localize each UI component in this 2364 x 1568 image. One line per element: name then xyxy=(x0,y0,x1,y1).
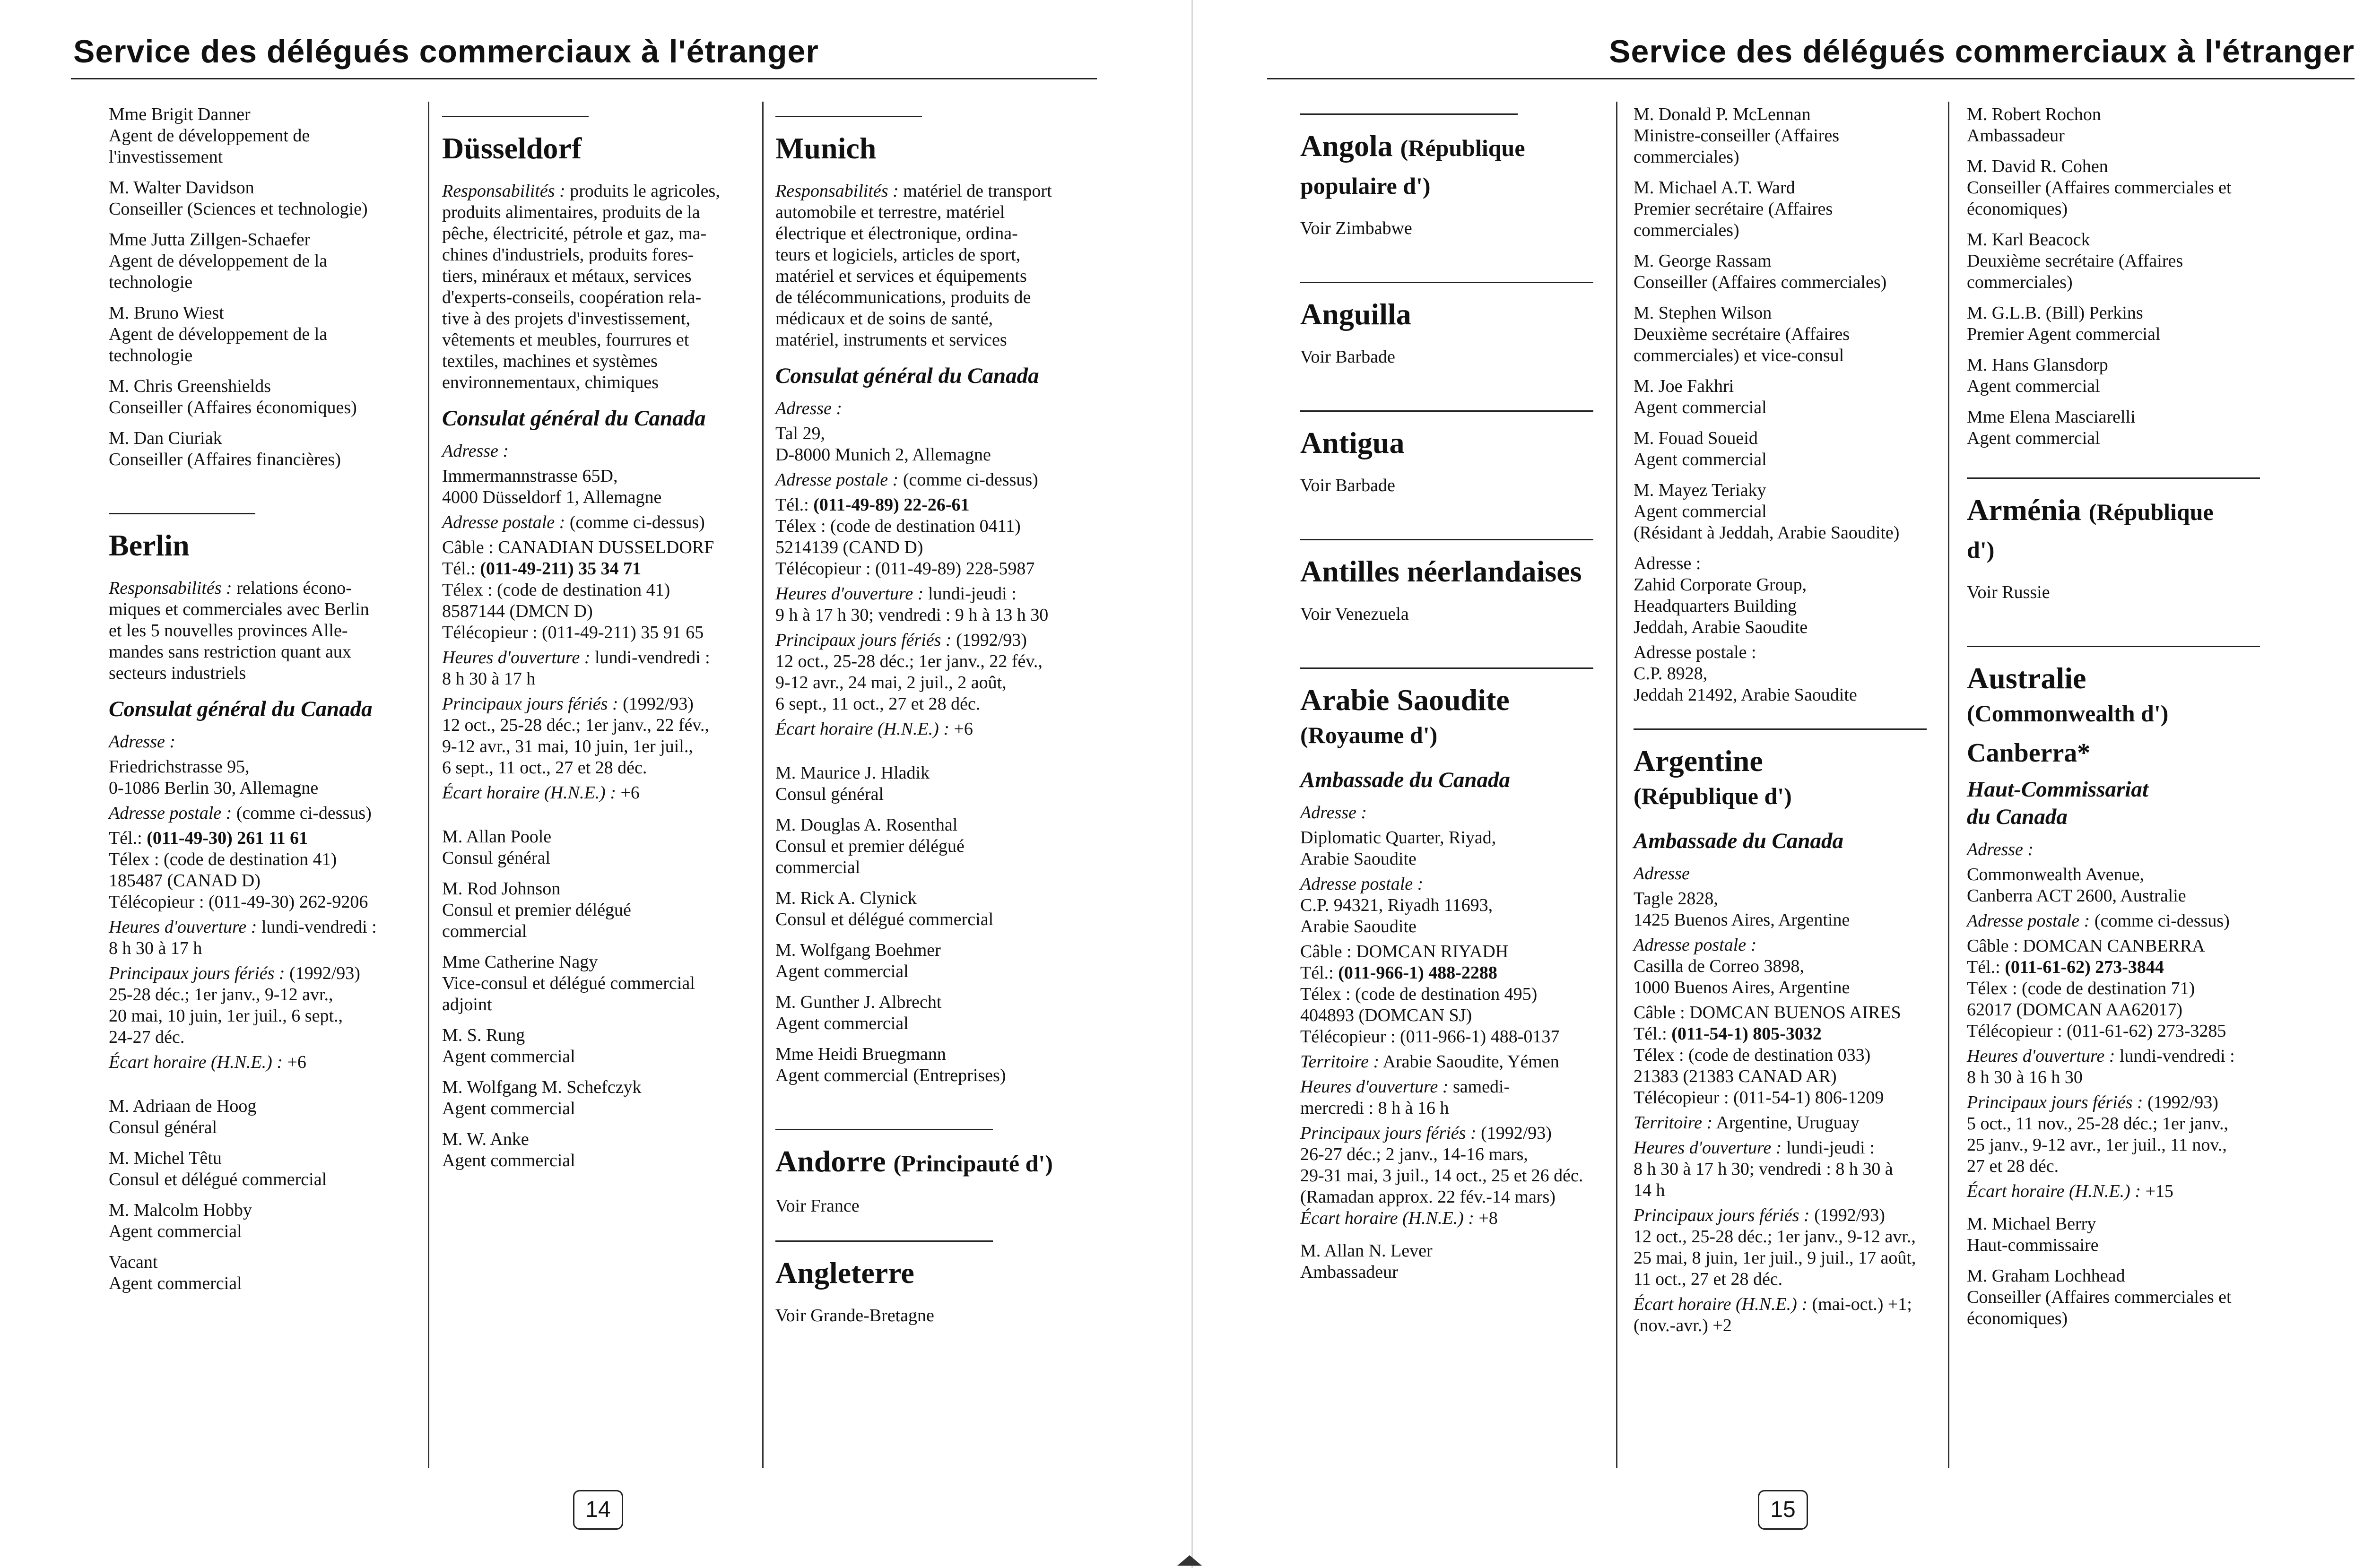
haut-commissariat-heading: Haut-Commissariat du Canada xyxy=(1967,777,2148,829)
see-also: Voir Grande-Bretagne xyxy=(775,1306,934,1325)
telex: 404893 (DOMCAN SJ) xyxy=(1300,1005,1472,1025)
opening-hours: Heures d'ouverture : lundi-vendredi : xyxy=(442,648,710,667)
consulat-heading: Consulat général du Canada xyxy=(775,364,1039,388)
person-entry: M. Graham Lochhead Conseiller (Affaires commerciales et économiques) xyxy=(1967,1266,2232,1328)
holidays: 12 oct., 25-28 déc.; 1er janv., 22 fév., xyxy=(442,715,709,735)
section-rule xyxy=(1300,410,1593,412)
cable: Câble : DOMCAN CANBERRA xyxy=(1967,936,2205,956)
person-entry: M. Maurice J. Hladik Consul général xyxy=(775,763,930,804)
postal-address: Adresse postale : (comme ci-dessus) xyxy=(1967,911,2230,931)
consulat-heading: Consulat général du Canada xyxy=(109,697,373,721)
left-col-1 xyxy=(109,104,411,1475)
opening-hours: mercredi : 8 h à 16 h xyxy=(1300,1098,1449,1118)
telex: Télex : (code de destination 41) xyxy=(109,849,337,869)
postal-address: Adresse postale : (comme ci-dessus) xyxy=(775,470,1038,490)
fax: Télécopieur : (011-49-211) 35 91 65 xyxy=(442,623,704,642)
telex: 62017 (DOMCAN AA62017) xyxy=(1967,1000,2182,1020)
holidays: 9-12 avr., 24 mai, 2 juil., 2 août, xyxy=(775,673,1007,693)
holidays: Principaux jours fériés : (1992/93) xyxy=(1300,1123,1552,1143)
postal-line: Arabie Saoudite xyxy=(1300,917,1417,936)
fax: Télécopieur : (011-49-30) 262-9206 xyxy=(109,892,368,912)
opening-hours: 8 h 30 à 17 h xyxy=(442,669,536,689)
page-gutter xyxy=(1191,0,1193,1568)
person-entry: M. G.L.B. (Bill) Perkins Premier Agent commercial xyxy=(1967,303,2161,344)
person-title: Conseiller (Affaires économiques) xyxy=(109,398,357,417)
person-entry: M. Fouad Soueid Agent commercial xyxy=(1634,428,1767,469)
ambassade-heading: Ambassade du Canada xyxy=(1634,829,1843,853)
person-entry xyxy=(109,104,411,168)
person-entry: M. W. Anke Agent commercial xyxy=(442,1129,575,1170)
time-offset: Écart horaire (H.N.E.) : +6 xyxy=(442,783,640,803)
postal-address: Adresse postale : (comme ci-dessus) xyxy=(442,512,705,532)
telex: Télex : (code de destination 0411) xyxy=(775,516,1021,536)
telex: Télex : (code de destination 41) xyxy=(442,580,670,600)
holidays: 25 mai, 8 juin, 1er juil., 9 juil., 17 août, xyxy=(1634,1248,1916,1268)
header-rule xyxy=(71,78,1097,79)
phone: Tél.: (011-49-30) 261 11 61 xyxy=(109,828,308,848)
person-title: Conseiller (Sciences et technologie) xyxy=(109,199,368,219)
opening-hours: Heures d'ouverture : lundi-jeudi : xyxy=(775,584,1017,604)
address-line: Tagle 2828, xyxy=(1634,889,1718,909)
fax: Télécopieur : (011-54-1) 806-1209 xyxy=(1634,1088,1884,1108)
cable: Câble : CANADIAN DUSSELDORF xyxy=(442,537,714,557)
address-line: Jeddah, Arabie Saoudite xyxy=(1634,617,1808,637)
address-line: 1425 Buenos Aires, Argentine xyxy=(1634,910,1850,930)
opening-hours: Heures d'ouverture : lundi-vendredi : xyxy=(1967,1046,2235,1066)
section-title-andorre: Andorre (Principauté d') xyxy=(775,1144,1053,1178)
person-entry: M. Adriaan de Hoog Consul général xyxy=(109,1096,257,1137)
address-label: Adresse : xyxy=(442,441,509,461)
section-title-arabie: Arabie Saoudite (Royaume d') xyxy=(1300,683,1510,748)
person-entry: M. Stephen Wilson Deuxième secrétaire (Affaires commerciales) et vice-consul xyxy=(1634,303,1850,365)
cable: Câble : DOMCAN RIYADH xyxy=(1300,942,1509,962)
holidays: 26-27 déc.; 2 janv., 14-16 mars, xyxy=(1300,1144,1528,1164)
person-title: Conseiller (Affaires financières) xyxy=(109,450,341,469)
section-rule xyxy=(1300,667,1593,669)
section-title-munich: Munich xyxy=(775,131,877,165)
section-title-dusseldorf: Düsseldorf xyxy=(442,131,582,165)
opening-hours: 9 h à 17 h 30; vendredi : 9 h à 13 h 30 xyxy=(775,605,1049,625)
section-rule xyxy=(1634,728,1927,730)
address-line: D-8000 Munich 2, Allemagne xyxy=(775,445,991,465)
telex: 8587144 (DMCN D) xyxy=(442,601,593,621)
person-entry xyxy=(109,303,411,366)
person-entry: M. Wolfgang M. Schefczyk Agent commercial xyxy=(442,1077,642,1118)
people-list xyxy=(109,104,411,470)
person-entry: M. Wolfgang Boehmer Agent commercial xyxy=(775,940,941,981)
fax: Télécopieur : (011-966-1) 488-0137 xyxy=(1300,1027,1560,1047)
address-line: Friedrichstrasse 95, xyxy=(109,757,250,777)
person-entry: M. Rick A. Clynick Consul et délégué commercial xyxy=(775,888,994,929)
person-entry: M. Rod Johnson Consul et premier délégué commercial xyxy=(442,879,631,941)
left-col-2 xyxy=(442,116,754,1487)
section-title-anguilla: Anguilla xyxy=(1300,297,1411,331)
section-title-berlin: Berlin xyxy=(109,528,190,562)
person-entry: M. Donald P. McLennan Ministre-conseiller (Affaires commerciales) xyxy=(1634,104,1840,167)
person-name: M. Walter Davidson xyxy=(109,178,254,198)
address-line: 4000 Düsseldorf 1, Allemagne xyxy=(442,487,662,507)
territory: Territoire : Arabie Saoudite, Yémen xyxy=(1300,1052,1559,1072)
person-entry: M. Gunther J. Albrecht Agent commercial xyxy=(775,992,942,1033)
see-also: Voir Barbade xyxy=(1300,476,1395,495)
person-entry: Vacant Agent commercial xyxy=(109,1252,242,1293)
holidays: Principaux jours fériés : (1992/93) xyxy=(442,694,694,714)
address-label: Adresse : xyxy=(1634,554,1701,573)
postal-line: 1000 Buenos Aires, Argentine xyxy=(1634,978,1850,997)
territory: Territoire : Argentine, Uruguay xyxy=(1634,1113,1860,1133)
section-rule xyxy=(775,1129,993,1130)
person-entry: M. Hans Glansdorp Agent commercial xyxy=(1967,355,2108,396)
person-entry xyxy=(109,376,411,418)
see-also: Voir Russie xyxy=(1967,582,2050,602)
phone: Tél.: (011-966-1) 488-2288 xyxy=(1300,963,1497,983)
opening-hours: 14 h xyxy=(1634,1180,1665,1200)
opening-hours: 8 h 30 à 17 h xyxy=(109,938,202,958)
telex: Télex : (code de destination 495) xyxy=(1300,984,1538,1004)
opening-hours: 8 h 30 à 16 h 30 xyxy=(1967,1067,2083,1087)
postal-label: Adresse postale : xyxy=(1634,642,1756,662)
see-also: Voir Venezuela xyxy=(1300,604,1409,624)
address-label: Adresse : xyxy=(1300,803,1367,823)
section-rule xyxy=(1967,477,2260,479)
address-line: Commonwealth Avenue, xyxy=(1967,865,2145,884)
holidays: Principaux jours fériés : (1992/93) xyxy=(775,630,1027,650)
phone: Tél.: (011-49-211) 35 34 71 xyxy=(442,559,642,579)
person-entry xyxy=(109,428,411,470)
address-line: Canberra ACT 2600, Australie xyxy=(1967,886,2186,906)
person-entry xyxy=(109,177,411,220)
person-title: technologie xyxy=(109,272,193,292)
section-title-antigua: Antigua xyxy=(1300,426,1405,459)
see-also: Voir Zimbabwe xyxy=(1300,218,1412,238)
phone: Tél.: (011-49-89) 22-26-61 xyxy=(775,495,970,515)
fold-arrow-icon xyxy=(1177,1555,1202,1566)
section-rule xyxy=(109,513,255,514)
time-offset: Écart horaire (H.N.E.) : (mai-oct.) +1; xyxy=(1634,1294,1912,1314)
person-name: Mme Brigit Danner xyxy=(109,104,251,124)
holidays: 25-28 déc.; 1er janv., 9-12 avr., xyxy=(109,985,333,1005)
time-offset: Écart horaire (H.N.E.) : +6 xyxy=(109,1052,306,1072)
postal-line: C.P. 8928, xyxy=(1634,664,1708,684)
opening-hours: Heures d'ouverture : samedi- xyxy=(1300,1077,1510,1097)
page-header: Service des délégués commerciaux à l'étranger xyxy=(1609,34,2355,69)
section-title-argentine: Argentine (République d') xyxy=(1634,744,1792,809)
column-divider xyxy=(1948,102,1949,1468)
opening-hours: Heures d'ouverture : lundi-jeudi : xyxy=(1634,1138,1875,1158)
header-rule xyxy=(1267,78,2355,79)
person-entry: M. Malcolm Hobby Agent commercial xyxy=(109,1200,252,1241)
section-rule xyxy=(1300,282,1593,283)
person-entry: M. Michael A.T. Ward Premier secrétaire (Affaires commerciales) xyxy=(1634,178,1833,240)
column-divider xyxy=(428,102,429,1468)
person-entry: M. Allan N. Lever Ambassadeur xyxy=(1300,1241,1433,1282)
page-number: 14 xyxy=(573,1490,623,1530)
section-rule xyxy=(1967,646,2260,647)
time-offset: (nov.-avr.) +2 xyxy=(1634,1316,1732,1335)
address-line: Tal 29, xyxy=(775,424,825,443)
section-rule xyxy=(442,116,589,117)
person-entry xyxy=(109,229,411,293)
section-rule xyxy=(1300,539,1593,540)
person-entry: M. Joe Fakhri Agent commercial xyxy=(1634,376,1767,417)
holidays: 5 oct., 11 nov., 25-28 déc.; 1er janv., xyxy=(1967,1114,2228,1134)
address-line: Zahid Corporate Group, xyxy=(1634,575,1807,595)
right-col-3 xyxy=(1967,104,2288,1475)
holidays: 9-12 avr., 31 mai, 10 juin, 1er juil., xyxy=(442,736,693,756)
person-title: Agent de développement de la xyxy=(109,251,328,271)
right-col-2 xyxy=(1634,104,1941,1475)
person-title: Agent de développement de la xyxy=(109,324,328,344)
column-divider xyxy=(1616,102,1617,1468)
phone: Tél.: (011-61-62) 273-3844 xyxy=(1967,957,2164,977)
time-offset: Écart horaire (H.N.E.) : +8 xyxy=(1300,1208,1498,1228)
address-line: Diplomatic Quarter, Riyad, xyxy=(1300,828,1496,848)
person-name: M. Chris Greenshields xyxy=(109,376,271,396)
postal-line: Casilla de Correo 3898, xyxy=(1634,956,1804,976)
consulat-heading: Consulat général du Canada xyxy=(442,406,706,431)
berlin-responsibilities: Responsabilités : relations écono- miques et commerciales avec Berlin et les 5 nouvelles provinces Alle- mandes sans restriction quant aux secteurs industriels xyxy=(109,578,369,683)
person-entry: M. S. Rung Agent commercial xyxy=(442,1025,575,1066)
holidays: 29-31 mai, 3 juil., 14 oct., 25 et 26 déc. xyxy=(1300,1166,1583,1186)
person-entry: Mme Heidi Bruegmann Agent commercial (Entreprises) xyxy=(775,1044,1006,1085)
section-rule xyxy=(1300,113,1518,115)
holidays: 6 sept., 11 oct., 27 et 28 déc. xyxy=(442,758,647,778)
opening-hours: 8 h 30 à 17 h 30; vendredi : 8 h 30 à xyxy=(1634,1159,1893,1179)
holidays: 12 oct., 25-28 déc.; 1er janv., 22 fév., xyxy=(775,651,1043,671)
see-also: Voir France xyxy=(775,1196,860,1216)
person-entry: M. Douglas A. Rosenthal Consul et premier délégué commercial xyxy=(775,815,965,877)
holidays: 27 et 28 déc. xyxy=(1967,1156,2059,1176)
address-label: Adresse : xyxy=(775,398,843,418)
telex: 5214139 (CAND D) xyxy=(775,537,923,557)
person-entry: M. Mayez Teriaky Agent commercial (Résidant à Jeddah, Arabie Saoudite) xyxy=(1634,480,1900,543)
address-label: Adresse xyxy=(1634,864,1690,884)
page-header: Service des délégués commerciaux à l'étranger xyxy=(73,34,819,69)
opening-hours: Heures d'ouverture : lundi-vendredi : xyxy=(109,917,377,937)
holidays: 24-27 déc. xyxy=(109,1027,185,1047)
section-rule xyxy=(775,1240,993,1242)
ambassade-heading: Ambassade du Canada xyxy=(1300,768,1510,792)
person-name: M. Bruno Wiest xyxy=(109,303,224,323)
address-line: Headquarters Building xyxy=(1634,596,1797,616)
person-entry: M. Karl Beacock Deuxième secrétaire (Affaires commerciales) xyxy=(1967,230,2183,292)
right-col-1 xyxy=(1300,113,1608,1484)
holidays: Principaux jours fériés : (1992/93) xyxy=(1634,1205,1885,1225)
person-entry: Mme Elena Masciarelli Agent commercial xyxy=(1967,407,2136,448)
phone: Tél.: (011-54-1) 805-3032 xyxy=(1634,1024,1822,1044)
postal-label: Adresse postale : xyxy=(1300,874,1424,894)
address-label: Adresse : xyxy=(1967,840,2034,859)
page-number: 15 xyxy=(1758,1490,1808,1530)
person-entry: M. George Rassam Conseiller (Affaires commerciales) xyxy=(1634,251,1887,292)
person-title: technologie xyxy=(109,346,193,365)
postal-label: Adresse postale : xyxy=(1634,935,1757,955)
address-line: Immermannstrasse 65D, xyxy=(442,466,618,486)
section-title-australie: Australie (Commonwealth d') xyxy=(1967,661,2169,727)
time-offset: Écart horaire (H.N.E.) : +6 xyxy=(775,719,973,739)
fax: Télécopieur : (011-61-62) 273-3285 xyxy=(1967,1021,2226,1041)
person-entry: M. Robert Rochon Ambassadeur xyxy=(1967,104,2101,146)
person-title: l'investissement xyxy=(109,147,223,167)
section-title-armenie: Arménia (République d') xyxy=(1967,493,2214,563)
person-name: M. Dan Ciuriak xyxy=(109,428,222,448)
cable: Câble : DOMCAN BUENOS AIRES xyxy=(1634,1003,1901,1022)
telex: 185487 (CANAD D) xyxy=(109,871,261,891)
city-canberra: Canberra* xyxy=(1967,738,2091,768)
section-title-angola: Angola (République populaire d') xyxy=(1300,129,1525,199)
address-line: 0-1086 Berlin 30, Allemagne xyxy=(109,778,319,798)
holidays: 20 mai, 10 juin, 1er juil., 6 sept., xyxy=(109,1006,343,1026)
person-entry: Mme Catherine Nagy Vice-consul et délégué commercial adjoint xyxy=(442,952,695,1014)
person-entry: M. David R. Cohen Conseiller (Affaires commerciales et économiques) xyxy=(1967,156,2232,219)
page-15 xyxy=(1201,0,2364,1568)
holidays: 11 oct., 27 et 28 déc. xyxy=(1634,1269,1783,1289)
telex: 21383 (21383 CANAD AR) xyxy=(1634,1066,1837,1086)
holidays: 25 janv., 9-12 avr., 1er juil., 11 nov., xyxy=(1967,1135,2227,1155)
left-col-3 xyxy=(775,116,1087,1487)
person-name: Mme Jutta Zillgen-Schaefer xyxy=(109,230,311,250)
postal-address: Adresse postale : (comme ci-dessus) xyxy=(109,803,372,823)
person-entry: M. Allan Poole Consul général xyxy=(442,827,552,868)
telex: Télex : (code de destination 71) xyxy=(1967,979,2195,998)
dusseldorf-responsibilities: Responsabilités : produits le agricoles, produits alimentaires, produits de la pêche, électricité, pétrole et gaz, ma- chines d'industriels, produits fores- tiers, minéraux et métaux, services d'experts-conseils, coopération rela- tive à des projets d'investissement, vêtements et meubles, fourrures et textiles, machines et systèmes environnementaux, chimiques xyxy=(442,181,720,392)
section-title-angleterre: Angleterre xyxy=(775,1256,914,1290)
person-entry: M. Michel Têtu Consul et délégué commercial xyxy=(109,1148,327,1189)
holidays: Principaux jours fériés : (1992/93) xyxy=(109,963,360,983)
person-title: Agent de développement de xyxy=(109,126,310,146)
holidays: 6 sept., 11 oct., 27 et 28 déc. xyxy=(775,694,981,714)
section-rule xyxy=(775,116,922,117)
section-title-antilles: Antilles néerlandaises xyxy=(1300,554,1582,588)
see-also: Voir Barbade xyxy=(1300,347,1395,367)
holidays: Principaux jours fériés : (1992/93) xyxy=(1967,1092,2218,1112)
address-label: Adresse : xyxy=(109,732,176,752)
postal-line: C.P. 94321, Riyadh 11693, xyxy=(1300,895,1493,915)
holidays: 12 oct., 25-28 déc.; 1er janv., 9-12 avr., xyxy=(1634,1227,1916,1247)
postal-line: Jeddah 21492, Arabie Saoudite xyxy=(1634,685,1857,705)
time-offset: Écart horaire (H.N.E.) : +15 xyxy=(1967,1181,2173,1201)
munich-responsibilities: Responsabilités : matériel de transport automobile et terrestre, matériel électrique et électronique, ordina- teurs et logiciels, articles de sport, matériel et services et équipements de télécommunications, produits de médicaux et de soins de santé, matériel, instruments et services xyxy=(775,181,1052,350)
fax: Télécopieur : (011-49-89) 228-5987 xyxy=(775,559,1035,579)
telex: Télex : (code de destination 033) xyxy=(1634,1045,1871,1065)
column-divider xyxy=(762,102,764,1468)
holidays: (Ramadan approx. 22 fév.-14 mars) xyxy=(1300,1187,1556,1207)
address-line: Arabie Saoudite xyxy=(1300,849,1417,869)
person-entry: M. Michael Berry Haut-commissaire xyxy=(1967,1214,2099,1255)
